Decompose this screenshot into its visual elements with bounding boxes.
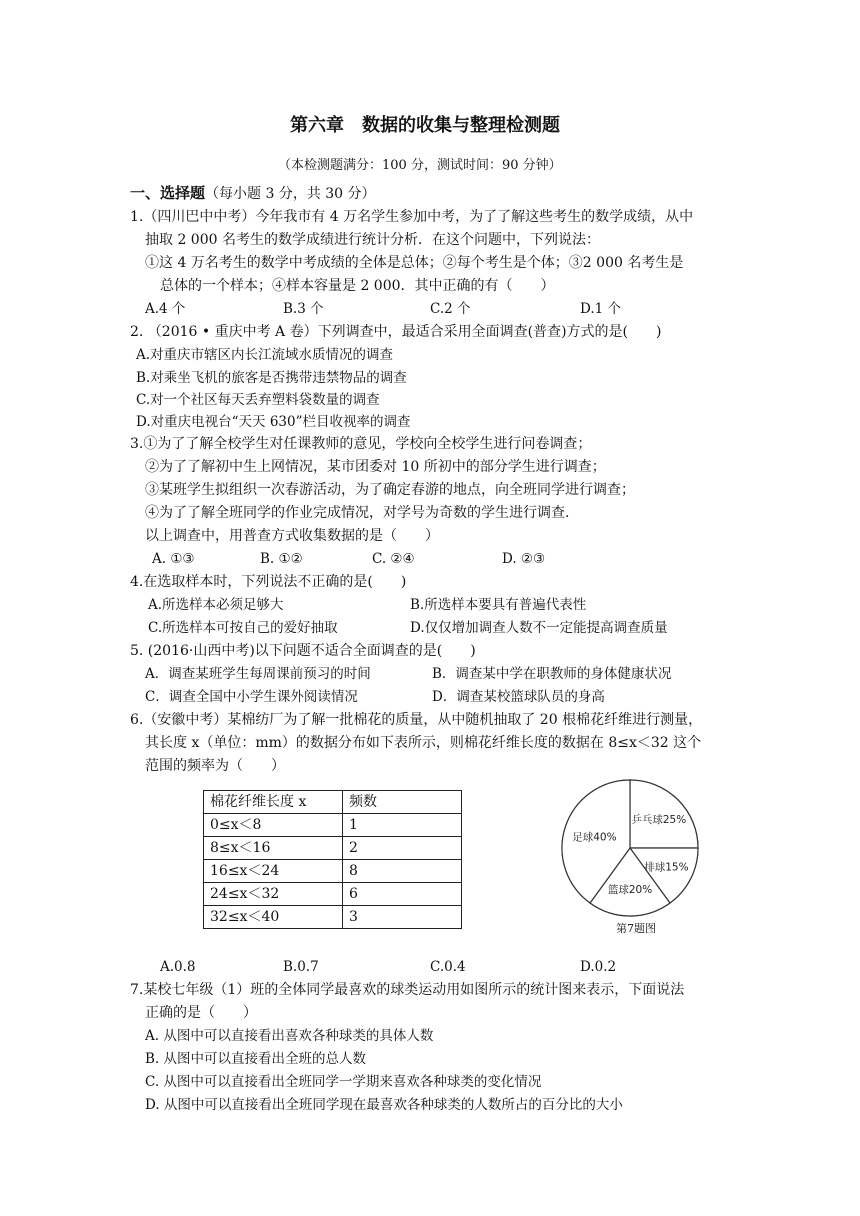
q3-line4: ④为了了解全班同学的作业完成情况，对学号为奇数的学生进行调查. [145,505,570,521]
q3-line5: 以上调查中，用普查方式收集数据的是（ ） [145,528,439,544]
q4-option-b: B.所选样本要具有普遍代表性 [410,597,587,613]
table-row [204,814,462,837]
q1-line4: 总体的一个样本；④样本容量是 2 000．其中正确的有（ ） [160,278,555,294]
q3-option-a: A. ①③ [152,551,195,567]
pie-slice-label: 排球15% [644,861,689,874]
q6-line1: 6.（安徽中考）某棉纺厂为了解一批棉花的质量，从中随机抽取了 20 根棉花纤维进行测量， [130,712,703,728]
q7-option-d: D. 从图中可以直接看出全班同学现在最喜欢各种球类的人数所占的百分比的大小 [145,1097,623,1113]
table-header: 棉花纤维长度 x [204,791,343,814]
q6-line3: 范围的频率为（ ） [145,758,285,774]
section-header [130,183,376,204]
figure-caption: 第7题图 [616,922,656,935]
q7-line1: 7.某校七年级（1）班的全体同学最喜欢的球类运动用如图所示的统计图来表示，下面说法 [130,982,685,998]
q1-option-b: B.3 个 [283,301,324,317]
pie-slice-label: 足球40% [572,831,617,844]
q4-stem: 4.在选取样本时，下列说法不正确的是( ) [130,574,407,590]
table-row [204,837,462,860]
q2-option-c: C.对一个社区每天丢弃塑料袋数量的调查 [136,392,380,408]
table-header: 频数 [343,791,462,814]
q3-line1: 3.①为了了解全校学生对任课教师的意见，学校向全校学生进行问卷调查； [130,436,592,452]
q3-option-b: B. ①② [260,551,303,567]
table-cell: 2 [343,837,462,860]
q7-option-c: C. 从图中可以直接看出全班同学一学期来喜欢各种球类的变化情况 [145,1074,542,1090]
table-cell: 24≤x＜32 [204,883,343,906]
q7-line2: 正确的是（ ） [145,1005,257,1021]
q4-option-c: C.所选样本可按自己的爱好抽取 [148,620,338,636]
q2-option-b: B.对乘坐飞机的旅客是否携带违禁物品的调查 [136,370,407,386]
table-row [204,906,462,929]
q2-stem: 2. （2016 • 重庆中考 A 卷）下列调查中，最适合采用全面调查(普查)方式的是( ) [130,324,662,340]
table-row [204,883,462,906]
q1-line3: ①这 4 万名考生的数学中考成绩的全体是总体；②每个考生是个体；③2 000 名考生是 [145,255,684,271]
q1-line2: 抽取 2 000 名考生的数学成绩进行统计分析．在这个问题中，下列说法： [145,232,600,248]
q3-option-c: C. ②④ [372,551,415,567]
table-row [204,860,462,883]
q6-option-c: C.0.4 [430,959,466,975]
q4-option-d: D.仅仅增加调查人数不一定能提高调查质量 [410,620,668,636]
q1-option-c: C.2 个 [430,301,471,317]
table-cell: 6 [343,883,462,906]
q3-line3: ③某班学生拟组织一次春游活动，为了确定春游的地点，向全班同学进行调查； [145,482,635,498]
exam-info: （本检测题满分：100 分，测试时间：90 分钟） [278,158,562,173]
q5-stem: 5. (2016·山西中考)以下问题不适合全面调查的是( ) [130,643,476,659]
frequency-table [203,790,462,929]
q7-option-a: A. 从图中可以直接看出喜欢各种球类的具体人数 [145,1028,434,1044]
q1-option-d: D.1 个 [580,301,622,317]
ball-sports-pie-chart [560,778,710,920]
q5-option-a: A．调查某班学生每周课前预习的时间 [145,666,371,682]
q7-option-b: B. 从图中可以直接看出全班的总人数 [145,1051,367,1067]
table-cell: 1 [343,814,462,837]
table-cell: 8 [343,860,462,883]
page-title: 第六章 数据的收集与整理检测题 [290,115,560,136]
q5-option-b: B．调查某中学在职教师的身体健康状况 [432,666,672,682]
q1-option-a: A.4 个 [145,301,186,317]
table-cell: 3 [343,906,462,929]
q1-line1: 1.（四川巴中中考）今年我市有 4 万名学生参加中考，为了了解这些考生的数学成绩，从中 [130,209,694,225]
q6-option-a: A.0.8 [160,959,196,975]
q3-option-d: D. ②③ [502,551,546,567]
q2-option-d: D.对重庆电视台“天天 630”栏目收视率的调查 [136,414,411,430]
table-cell: 32≤x＜40 [204,906,343,929]
section-label: 一、选择题 [130,184,206,202]
q6-option-b: B.0.7 [283,959,319,975]
table-header-row [204,791,462,814]
pie-slice-label: 乒乓球25% [631,814,687,827]
q2-option-a: A.对重庆市辖区内长江流域水质情况的调查 [136,347,394,363]
section-note: （每小题 3 分，共 30 分） [205,186,376,202]
table-cell: 16≤x＜24 [204,860,343,883]
q6-line2: 其长度 x（单位：mm）的数据分布如下表所示，则棉花纤维长度的数据在 8≤x＜32 这个 [145,735,702,751]
pie-slice-label: 篮球20% [607,883,653,896]
table-cell: 0≤x＜8 [204,814,343,837]
q3-line2: ②为了了解初中生上网情况，某市团委对 10 所初中的部分学生进行调查； [145,459,606,475]
q5-option-d: D．调查某校篮球队员的身高 [432,689,605,705]
q5-option-c: C．调查全国中小学生课外阅读情况 [145,689,358,705]
q6-option-d: D.0.2 [580,959,617,975]
q4-option-a: A.所选样本必须足够大 [148,597,284,613]
table-cell: 8≤x＜16 [204,837,343,860]
